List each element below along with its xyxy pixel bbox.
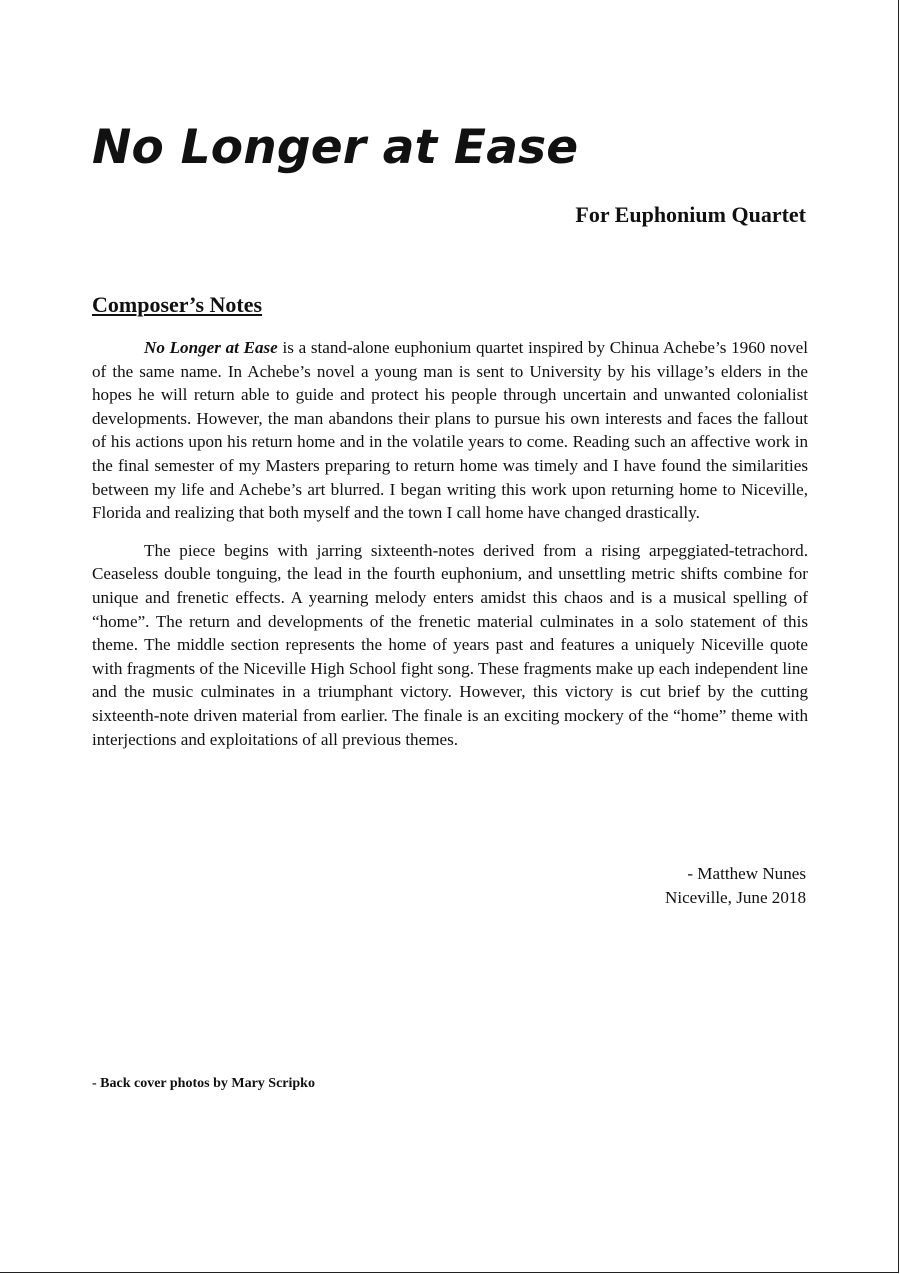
signature-author: - Matthew Nunes	[687, 864, 806, 883]
page-subtitle: For Euphonium Quartet	[575, 202, 806, 227]
photo-credit: - Back cover photos by Mary Scripko	[92, 1076, 315, 1091]
signature-block	[665, 862, 806, 909]
signature-place-date: Niceville, June 2018	[665, 887, 806, 907]
paragraph-1-text: is a stand-alone euphonium quartet inspired by Chinua Achebe’s 1960 novel of the same name. In Achebe’s novel a young man is sent to University by his village’s elders in the hopes he will return able to guide and protect his people through uncertain and unwanted colonialist developments. However, the man abandons their plans to pursue his own interests and faces the fallout of his actions upon his return home and in the volatile years to come. Reading such an affective work in the final semester of my Masters preparing to return home was timely and I have found the similarities between my life and Achebe’s art blurred. I began writing this work upon returning home to Niceville, Florida and realizing that both myself and the town I call home have changed drastically.	[92, 338, 808, 523]
inline-work-title: No Longer at Ease	[144, 338, 278, 357]
page-title: No Longer at Ease	[92, 120, 579, 175]
composer-notes-body	[92, 336, 808, 765]
section-heading: Composer’s Notes	[92, 292, 263, 317]
notes-paragraph-2: The piece begins with jarring sixteenth-notes derived from a rising arpeggiated-tetrachord. Ceaseless double tonguing, the lead in the fourth euphonium, and unsettling metric shifts combine for unique and frenetic effects. A yearning melody enters amidst this chaos and is a musical spelling of “home”. The return and developments of the frenetic material culminates in a solo statement of this theme. The middle section represents the home of years past and features a uniquely Niceville quote with fragments of the Niceville High School fight song. These fragments make up each independent line and the music culminates in a triumphant victory. However, this victory is cut brief by the cutting sixteenth-note driven material from earlier. The finale is an exciting mockery of the “home” theme with interjections and exploitations of all previous themes.	[92, 540, 808, 749]
notes-paragraph-1	[92, 336, 808, 525]
